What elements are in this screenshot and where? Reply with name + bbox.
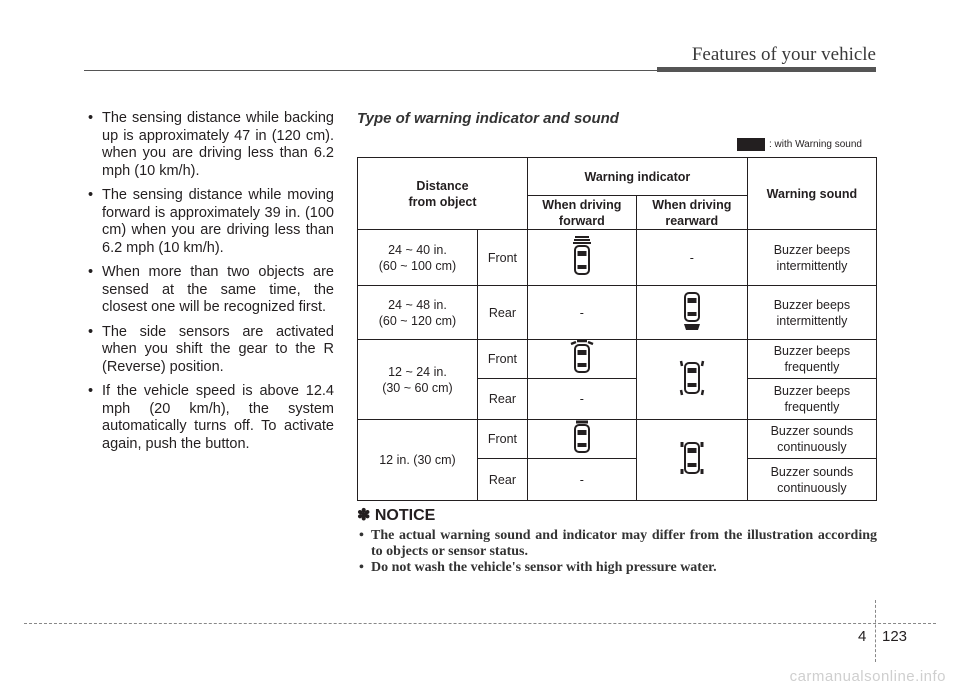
warning-indicator-table: [357, 157, 877, 501]
list-item: • The sensing distance while backing up is approximately 47 in (120 cm). when you are driving less than 6.2 mph (10 km/h).: [84, 110, 334, 180]
list-item: • The sensing distance while moving forward is approximately 39 in. (100 cm) when you are driving less than 6.2 mph (10 km/h).: [84, 187, 334, 257]
legend-label: : with Warning sound: [768, 139, 862, 150]
car-rear-warning-icon: [681, 291, 703, 331]
indicator-cell: [527, 340, 636, 379]
sound-cell: Buzzer beeps frequently: [747, 379, 876, 420]
footer-divider: [875, 600, 876, 662]
list-item: • If the vehicle speed is above 12.4 mph (20 km/h), the system automatically turns off. To activate again, push the button.: [84, 383, 334, 453]
header-distance: Distance from object: [358, 158, 528, 230]
indicator-cell: -: [527, 286, 636, 340]
sound-cell: Buzzer sounds continuously: [747, 420, 876, 459]
sound-cell: Buzzer beeps intermittently: [747, 230, 876, 286]
sensor-position: Rear: [477, 459, 527, 501]
watermark: carmanualsonline.info: [789, 668, 946, 685]
indicator-cell: [527, 230, 636, 286]
legend: [737, 138, 862, 151]
car-front-close-warning-icon: [569, 340, 595, 374]
list-item: • The side sensors are activated when you shift the gear to the R (Reverse) position.: [84, 324, 334, 377]
sound-cell: Buzzer beeps intermittently: [747, 286, 876, 340]
sensor-position: Front: [477, 340, 527, 379]
car-front-continuous-warning-icon: [569, 420, 595, 454]
notice-heading: ✽ NOTICE: [357, 507, 436, 524]
car-front-warning-icon: [571, 236, 593, 276]
distance-cell: 12 in. (30 cm): [358, 420, 478, 501]
notice-list: [357, 528, 877, 576]
indicator-cell: -: [527, 459, 636, 501]
sensor-notes-list: [84, 110, 334, 460]
section-title: Type of warning indicator and sound: [357, 110, 619, 127]
indicator-cell: -: [527, 379, 636, 420]
sensor-position: Front: [477, 420, 527, 459]
indicator-cell: -: [636, 230, 747, 286]
header-rearward: When driving rearward: [636, 196, 747, 230]
indicator-cell: [527, 420, 636, 459]
page-number: 123: [882, 628, 908, 645]
distance-cell: 24 ~ 48 in. (60 ~ 120 cm): [358, 286, 478, 340]
legend-swatch: [737, 138, 765, 151]
sensor-position: Rear: [477, 379, 527, 420]
indicator-cell: [636, 340, 747, 420]
car-side-warning-icon: [679, 358, 705, 398]
distance-cell: 24 ~ 40 in. (60 ~ 100 cm): [358, 230, 478, 286]
list-item: • When more than two objects are sensed at the same time, the closest one will be recognized first.: [84, 264, 334, 317]
chapter-number: 4: [858, 628, 867, 645]
indicator-cell: [636, 420, 747, 501]
header-warning-indicator: Warning indicator: [527, 158, 747, 196]
page-header-title: Features of your vehicle: [691, 44, 876, 65]
sound-cell: Buzzer beeps frequently: [747, 340, 876, 379]
header-rule-accent: [657, 67, 876, 72]
header-forward: When driving forward: [527, 196, 636, 230]
distance-cell: 12 ~ 24 in. (30 ~ 60 cm): [358, 340, 478, 420]
sensor-position: Rear: [477, 286, 527, 340]
list-item: • The actual warning sound and indicator may differ from the illustration according to objects or sensor status.: [357, 528, 877, 560]
footer-rule: [24, 623, 936, 624]
sensor-position: Front: [477, 230, 527, 286]
car-all-side-warning-icon: [679, 438, 705, 478]
sound-cell: Buzzer sounds continuously: [747, 459, 876, 501]
list-item: • Do not wash the vehicle's sensor with high pressure water.: [357, 560, 877, 576]
header-warning-sound: Warning sound: [747, 158, 876, 230]
indicator-cell: [636, 286, 747, 340]
